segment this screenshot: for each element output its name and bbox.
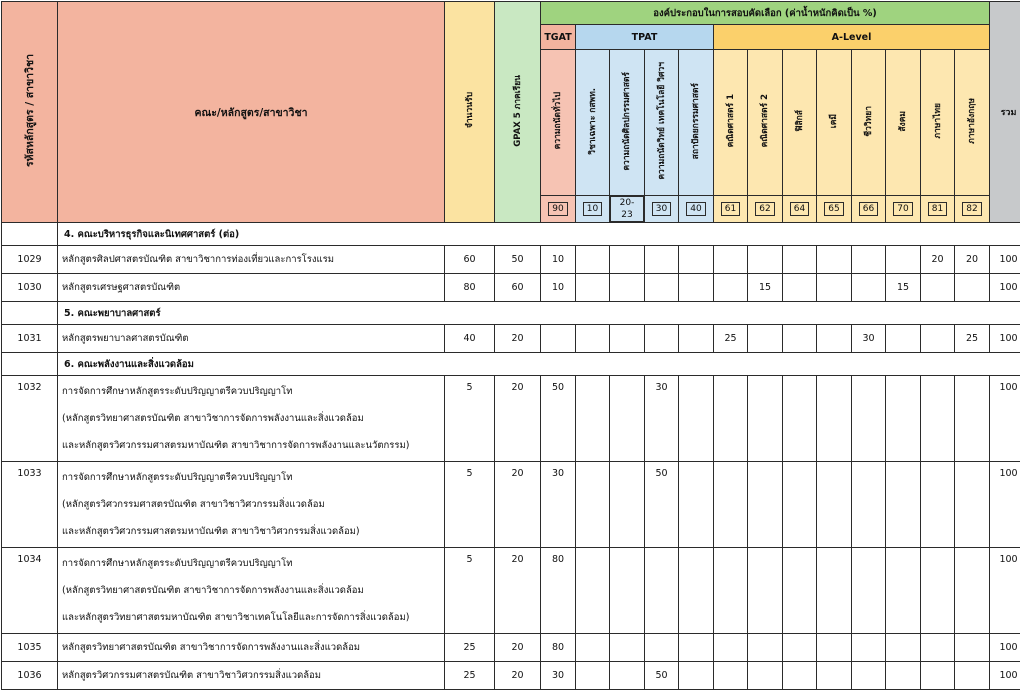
subject-code: 10: [576, 196, 610, 223]
quota-cell: 25: [445, 662, 495, 690]
gpax-cell: 50: [495, 246, 541, 274]
subject-code: 81: [921, 196, 955, 223]
score-cell: [886, 634, 921, 662]
subject-header: เคมี: [817, 50, 852, 196]
score-cell: 30: [541, 662, 576, 690]
program-name: [58, 325, 445, 353]
score-cell: [955, 634, 990, 662]
score-cell: [955, 274, 990, 302]
gpax-header: GPAX 5 ภาคเรียน: [495, 2, 541, 223]
score-cell: [714, 462, 748, 548]
quota-cell: 5: [445, 462, 495, 548]
score-cell: [783, 662, 817, 690]
table-header: [2, 2, 1020, 223]
score-cell: [610, 662, 645, 690]
score-cell: [576, 376, 610, 462]
table-row: [2, 246, 1020, 274]
score-cell: [714, 662, 748, 690]
score-cell: [921, 376, 955, 462]
score-cell: [576, 462, 610, 548]
score-cell: [610, 274, 645, 302]
total-cell: 100: [990, 246, 1020, 274]
table-body: [2, 223, 1020, 690]
program-header: คณะ/หลักสูตร/สาขาวิชา: [58, 2, 445, 223]
program-name-line: การจัดการศึกษาหลักสูตรระดับปริญญาตรีควบปริญญาโท: [62, 558, 293, 569]
score-cell: [886, 662, 921, 690]
total-header: รวม: [990, 2, 1020, 223]
score-cell: [748, 548, 783, 634]
score-cell: [541, 325, 576, 353]
score-cell: [783, 325, 817, 353]
score-cell: [576, 662, 610, 690]
score-cell: [679, 246, 714, 274]
score-cell: [610, 376, 645, 462]
score-cell: [921, 634, 955, 662]
program-code: 1035: [2, 634, 58, 662]
score-cell: [714, 548, 748, 634]
quota-header: จำนวนรับ: [445, 2, 495, 223]
program-name-line: และหลักสูตรวิทยาศาสตรมหาบัณฑิต สาขาวิชาเทคโนโลยีและการจัดการสิ่งแวดล้อม): [62, 612, 410, 623]
score-cell: [955, 376, 990, 462]
gpax-cell: 20: [495, 376, 541, 462]
program-name: [58, 274, 445, 302]
total-cell: 100: [990, 376, 1020, 462]
total-cell: 100: [990, 274, 1020, 302]
score-cell: 20: [921, 246, 955, 274]
table-row: [2, 325, 1020, 353]
subject-header: สถาปัตยกรรมศาสตร์: [679, 50, 714, 196]
score-cell: [783, 274, 817, 302]
score-cell: [645, 634, 679, 662]
score-cell: [748, 325, 783, 353]
score-cell: [576, 325, 610, 353]
score-cell: 50: [645, 462, 679, 548]
score-cell: 80: [541, 548, 576, 634]
score-cell: 25: [955, 325, 990, 353]
subject-header: ฟิสิกส์: [783, 50, 817, 196]
program-name-line: หลักสูตรวิทยาศาสตรบัณฑิต สาขาวิชาการจัดการพลังงานและสิ่งแวดล้อม: [62, 642, 361, 653]
program-name-line: (หลักสูตรวิศวกรรมศาสตรบัณฑิต สาขาวิชาวิศวกรรมสิ่งแวดล้อม: [62, 499, 325, 510]
score-cell: [748, 634, 783, 662]
score-cell: [817, 376, 852, 462]
quota-cell: 60: [445, 246, 495, 274]
subject-code: 70: [886, 196, 921, 223]
program-code: 1036: [2, 662, 58, 690]
score-cell: [576, 274, 610, 302]
score-cell: [783, 462, 817, 548]
score-cell: [610, 634, 645, 662]
score-cell: [576, 634, 610, 662]
gpax-cell: 60: [495, 274, 541, 302]
table-row: [2, 634, 1020, 662]
score-cell: [783, 246, 817, 274]
score-cell: [679, 548, 714, 634]
score-cell: 80: [541, 634, 576, 662]
score-cell: [679, 376, 714, 462]
score-cell: [852, 246, 886, 274]
gpax-cell: 20: [495, 634, 541, 662]
score-cell: 30: [852, 325, 886, 353]
tpat-group-header: TPAT: [576, 25, 714, 50]
score-cell: [714, 246, 748, 274]
faculty-title: 5. คณะพยาบาลศาสตร์: [58, 302, 1020, 325]
table-row: [2, 662, 1020, 690]
subject-header: ความถนัดศิลปกรรมศาสตร์: [610, 50, 645, 196]
tgat-group-header: TGAT: [541, 25, 576, 50]
program-code: 1032: [2, 376, 58, 462]
table-row: [2, 462, 1020, 548]
score-cell: [576, 548, 610, 634]
subject-header: ภาษาอังกฤษ: [955, 50, 990, 196]
score-cell: [748, 662, 783, 690]
faculty-row: [2, 353, 1020, 376]
score-cell: [886, 325, 921, 353]
score-cell: 10: [541, 246, 576, 274]
admission-table: [1, 1, 1020, 690]
program-name-line: หลักสูตรวิศวกรรมศาสตรบัณฑิต สาขาวิชาวิศวกรรมสิ่งแวดล้อม: [62, 670, 322, 681]
quota-cell: 25: [445, 634, 495, 662]
empty-code-cell: [2, 302, 58, 325]
score-cell: [714, 274, 748, 302]
program-name-line: (หลักสูตรวิทยาศาสตรบัณฑิต สาขาวิชาการจัดการพลังงานและสิ่งแวดล้อม: [62, 585, 364, 596]
program-name-line: การจัดการศึกษาหลักสูตรระดับปริญญาตรีควบปริญญาโท: [62, 472, 293, 483]
score-cell: [679, 662, 714, 690]
score-cell: [921, 274, 955, 302]
empty-code-cell: [2, 223, 58, 246]
score-cell: 10: [541, 274, 576, 302]
gpax-cell: 20: [495, 462, 541, 548]
total-cell: 100: [990, 325, 1020, 353]
score-cell: [610, 462, 645, 548]
program-name-line: การจัดการศึกษาหลักสูตรระดับปริญญาตรีควบปริญญาโท: [62, 386, 293, 397]
subject-header: คณิตศาสตร์ 2: [748, 50, 783, 196]
subject-code: 40: [679, 196, 714, 223]
score-cell: [748, 246, 783, 274]
table-row: [2, 376, 1020, 462]
subject-header: สังคม: [886, 50, 921, 196]
total-cell: 100: [990, 548, 1020, 634]
faculty-row: [2, 302, 1020, 325]
score-cell: 15: [886, 274, 921, 302]
alevel-group-header: A-Level: [714, 25, 990, 50]
program-name: [58, 246, 445, 274]
score-cell: [679, 634, 714, 662]
score-cell: [679, 462, 714, 548]
score-cell: [783, 376, 817, 462]
score-cell: [921, 325, 955, 353]
subject-code: 62: [748, 196, 783, 223]
score-cell: 30: [645, 376, 679, 462]
score-cell: [610, 548, 645, 634]
score-cell: [852, 662, 886, 690]
code-header: รหัสหลักสูตร / สาขาวิชา: [2, 2, 58, 223]
score-cell: [748, 376, 783, 462]
score-cell: [817, 325, 852, 353]
subject-header: ภาษาไทย: [921, 50, 955, 196]
score-cell: [955, 462, 990, 548]
subject-code: 66: [852, 196, 886, 223]
score-cell: [817, 662, 852, 690]
score-cell: [645, 325, 679, 353]
subject-code: 65: [817, 196, 852, 223]
score-cell: [645, 548, 679, 634]
faculty-title: 6. คณะพลังงานและสิ่งแวดล้อม: [58, 353, 1020, 376]
program-code: 1034: [2, 548, 58, 634]
table-row: [2, 548, 1020, 634]
score-cell: [886, 246, 921, 274]
quota-cell: 5: [445, 376, 495, 462]
total-cell: 100: [990, 462, 1020, 548]
score-cell: [576, 246, 610, 274]
program-code: 1030: [2, 274, 58, 302]
score-cell: [852, 548, 886, 634]
total-cell: 100: [990, 662, 1020, 690]
subject-code: 30: [645, 196, 679, 223]
subject-code: 61: [714, 196, 748, 223]
program-name: [58, 376, 445, 462]
subject-code: 64: [783, 196, 817, 223]
score-cell: [817, 246, 852, 274]
subject-code: 82: [955, 196, 990, 223]
quota-cell: 5: [445, 548, 495, 634]
program-name-line: หลักสูตรศิลปศาสตรบัณฑิต สาขาวิชาการท่องเที่ยวและการโรงแรม: [62, 254, 334, 265]
score-cell: [921, 462, 955, 548]
subject-code: 90: [541, 196, 576, 223]
score-cell: [610, 246, 645, 274]
score-cell: [852, 634, 886, 662]
quota-cell: 40: [445, 325, 495, 353]
score-cell: [955, 662, 990, 690]
score-cell: [783, 548, 817, 634]
gpax-cell: 20: [495, 662, 541, 690]
score-cell: [852, 462, 886, 548]
score-cell: 50: [541, 376, 576, 462]
faculty-title: 4. คณะบริหารธุรกิจและนิเทศศาสตร์ (ต่อ): [58, 223, 1020, 246]
score-cell: [886, 376, 921, 462]
subject-header: ความถนัดวิทย์ เทคโนโลยี วิศวฯ: [645, 50, 679, 196]
score-cell: [714, 376, 748, 462]
gpax-cell: 20: [495, 325, 541, 353]
score-cell: [955, 548, 990, 634]
score-cell: [817, 274, 852, 302]
score-cell: [748, 462, 783, 548]
subject-header: ความถนัดทั่วไป: [541, 50, 576, 196]
score-cell: 25: [714, 325, 748, 353]
score-cell: [817, 548, 852, 634]
score-cell: [610, 325, 645, 353]
score-cell: [886, 462, 921, 548]
score-cell: 50: [645, 662, 679, 690]
subject-header: คณิตศาสตร์ 1: [714, 50, 748, 196]
score-cell: [852, 274, 886, 302]
gpax-cell: 20: [495, 548, 541, 634]
score-cell: [852, 376, 886, 462]
program-code: 1033: [2, 462, 58, 548]
program-name-line: หลักสูตรเศรษฐศาสตรบัณฑิต: [62, 282, 181, 293]
score-cell: [817, 462, 852, 548]
score-cell: [886, 548, 921, 634]
score-cell: 15: [748, 274, 783, 302]
score-cell: [679, 274, 714, 302]
score-cell: [645, 246, 679, 274]
program-name: [58, 634, 445, 662]
score-cell: [921, 548, 955, 634]
score-cell: 20: [955, 246, 990, 274]
score-cell: [783, 634, 817, 662]
subject-header: ชีววิทยา: [852, 50, 886, 196]
program-name: [58, 548, 445, 634]
program-name: [58, 662, 445, 690]
score-cell: [921, 662, 955, 690]
program-name-line: (หลักสูตรวิทยาศาสตรบัณฑิต สาขาวิชาการจัดการพลังงานและสิ่งแวดล้อม: [62, 413, 364, 424]
empty-code-cell: [2, 353, 58, 376]
program-code: 1029: [2, 246, 58, 274]
subject-code: 20-23: [610, 196, 645, 223]
table-row: [2, 274, 1020, 302]
faculty-row: [2, 223, 1020, 246]
score-cell: [679, 325, 714, 353]
score-cell: [817, 634, 852, 662]
score-cell: [714, 634, 748, 662]
subject-header: วิชาเฉพาะ กสพท.: [576, 50, 610, 196]
quota-cell: 80: [445, 274, 495, 302]
program-code: 1031: [2, 325, 58, 353]
program-name-line: และหลักสูตรวิศวกรรมศาสตรมหาบัณฑิต สาขาวิชาการจัดการพลังงานและนวัตกรรม): [62, 440, 410, 451]
components-header: องค์ประกอบในการสอบคัดเลือก (ค่าน้ำหนักคิดเป็น %): [541, 2, 990, 25]
score-cell: 30: [541, 462, 576, 548]
program-name: [58, 462, 445, 548]
score-cell: [645, 274, 679, 302]
program-name-line: หลักสูตรพยาบาลศาสตรบัณฑิต: [62, 333, 189, 344]
program-name-line: และหลักสูตรวิศวกรรมศาสตรมหาบัณฑิต สาขาวิชาวิศวกรรมสิ่งแวดล้อม): [62, 526, 360, 537]
total-cell: 100: [990, 634, 1020, 662]
